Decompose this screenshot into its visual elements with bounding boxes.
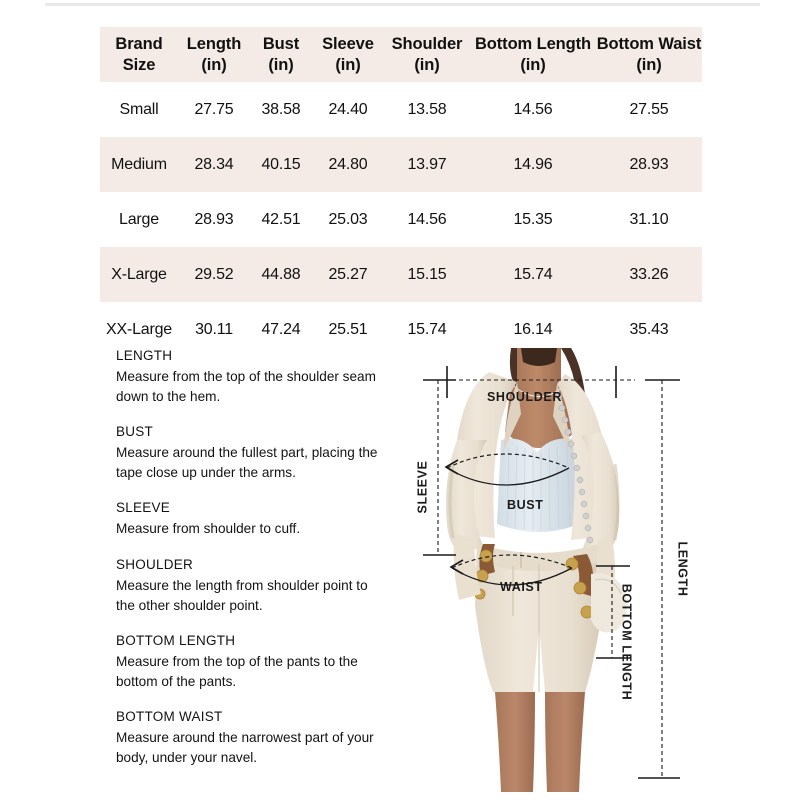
- cell-bottom-length: 14.56: [513, 100, 553, 118]
- cell-bottom-waist: 27.55: [629, 100, 669, 118]
- column-header-line: Shoulder: [391, 35, 463, 54]
- cell-shoulder: 15.15: [407, 265, 447, 283]
- cell-shoulder: 15.74: [407, 320, 447, 338]
- cell-bottom-waist: 33.26: [629, 265, 669, 283]
- guide-block-bottom-waist: [116, 709, 384, 768]
- cell-size: Large: [119, 210, 159, 228]
- cell-sleeve: 24.40: [328, 100, 368, 118]
- annotation-label-waist: WAIST: [500, 580, 543, 594]
- guide-title: SHOULDER: [116, 556, 194, 572]
- cell-bust: 42.51: [261, 210, 301, 228]
- cell-sleeve: 25.27: [328, 265, 368, 283]
- guide-block-bottom-length: [116, 633, 384, 692]
- size-chart-table: [100, 27, 702, 357]
- guide-body: Measure around the narrowest part of your body, under your navel.: [116, 729, 374, 766]
- cell-bottom-waist: 35.43: [629, 320, 669, 338]
- cell-bust: 38.58: [261, 100, 301, 118]
- cell-bottom-length: 16.14: [513, 320, 553, 338]
- table-row: [100, 82, 702, 137]
- cell-size: X-Large: [111, 265, 167, 283]
- cell-length: 27.75: [194, 100, 234, 118]
- cell-size: Small: [119, 100, 159, 118]
- cell-bust: 44.88: [261, 265, 301, 283]
- cell-bottom-length: 15.35: [513, 210, 553, 228]
- column-header-line: (in): [201, 55, 227, 74]
- cell-length: 30.11: [195, 320, 233, 338]
- guide-block-sleeve: [116, 500, 384, 539]
- cell-size: Medium: [111, 155, 167, 173]
- column-header-line: (in): [520, 55, 546, 74]
- cell-length: 29.52: [194, 265, 234, 283]
- guide-title: BOTTOM WAIST: [116, 708, 223, 724]
- column-header-line: (in): [636, 55, 662, 74]
- guide-block-length: [116, 348, 384, 407]
- cell-bottom-waist: 31.10: [629, 210, 669, 228]
- guide-body: Measure the length from shoulder point to the other shoulder point.: [116, 577, 368, 613]
- cell-bust: 47.24: [261, 320, 301, 338]
- table-row: [100, 137, 702, 192]
- cell-shoulder: 14.56: [407, 210, 447, 228]
- guide-title: BUST: [116, 424, 154, 440]
- column-header-line: Sleeve: [322, 35, 374, 54]
- cell-sleeve: 25.03: [328, 210, 368, 228]
- annotation-label-bust: BUST: [507, 498, 544, 512]
- annotation-label-shoulder: SHOULDER: [487, 390, 562, 404]
- column-header-line: (in): [414, 55, 440, 74]
- table-row: [100, 247, 702, 302]
- column-header-length: [178, 27, 250, 82]
- model-photo: [425, 348, 653, 792]
- guide-block-shoulder: [116, 557, 384, 616]
- cell-shoulder: 13.58: [407, 100, 447, 118]
- column-header-bust: [250, 27, 312, 82]
- column-header-brand-size: [100, 27, 178, 82]
- column-header-line: (in): [335, 55, 361, 74]
- guide-body: Measure from shoulder to cuff.: [116, 521, 301, 537]
- cell-bottom-waist: 28.93: [629, 155, 669, 173]
- guide-body: Measure around the fullest part, placing the tape close up under the arms.: [116, 445, 378, 481]
- annotation-label-bottom-length: BOTTOM LENGTH: [619, 583, 634, 701]
- guide-title: LENGTH: [116, 348, 173, 363]
- guide-title: SLEEVE: [116, 500, 171, 516]
- cell-sleeve: 25.51: [328, 320, 368, 338]
- column-header-line: Bust: [262, 35, 300, 54]
- column-header-line: (in): [268, 55, 294, 74]
- top-divider-rule: [45, 3, 760, 6]
- column-header-shoulder: [384, 27, 470, 82]
- cell-sleeve: 24.80: [328, 155, 368, 173]
- table-body: [100, 82, 702, 357]
- table-header: [100, 27, 702, 82]
- annotation-label-length: LENGTH: [675, 541, 690, 597]
- column-header-sleeve: [312, 27, 384, 82]
- cell-bust: 40.15: [261, 155, 301, 173]
- cell-length: 28.93: [194, 210, 234, 228]
- cell-bottom-length: 14.96: [513, 155, 553, 173]
- column-header-line: Bottom Length: [474, 35, 591, 54]
- measuring-guide: [116, 348, 384, 768]
- column-header-line: Brand: [115, 35, 163, 54]
- guide-title: BOTTOM LENGTH: [116, 632, 236, 648]
- column-header-line: Length: [186, 35, 242, 54]
- column-header-line: Bottom Waist: [596, 35, 702, 54]
- table-header-row: [100, 27, 702, 82]
- column-header-bottom-length: [470, 27, 596, 82]
- cell-size: XX-Large: [106, 320, 172, 338]
- cell-shoulder: 13.97: [407, 155, 447, 173]
- column-header-bottom-waist: [596, 27, 702, 82]
- measurement-photo-panel: [390, 340, 690, 792]
- guide-body: Measure from the top of the pants to the bottom of the pants.: [116, 653, 358, 689]
- guide-body: Measure from the top of the shoulder seam down to the hem.: [116, 369, 376, 405]
- guide-block-bust: [116, 424, 384, 483]
- cell-length: 28.34: [194, 155, 234, 173]
- column-header-line: Size: [122, 55, 156, 74]
- cell-bottom-length: 15.74: [513, 265, 553, 283]
- annotation-label-sleeve: SLEEVE: [415, 460, 430, 514]
- table-row: [100, 192, 702, 247]
